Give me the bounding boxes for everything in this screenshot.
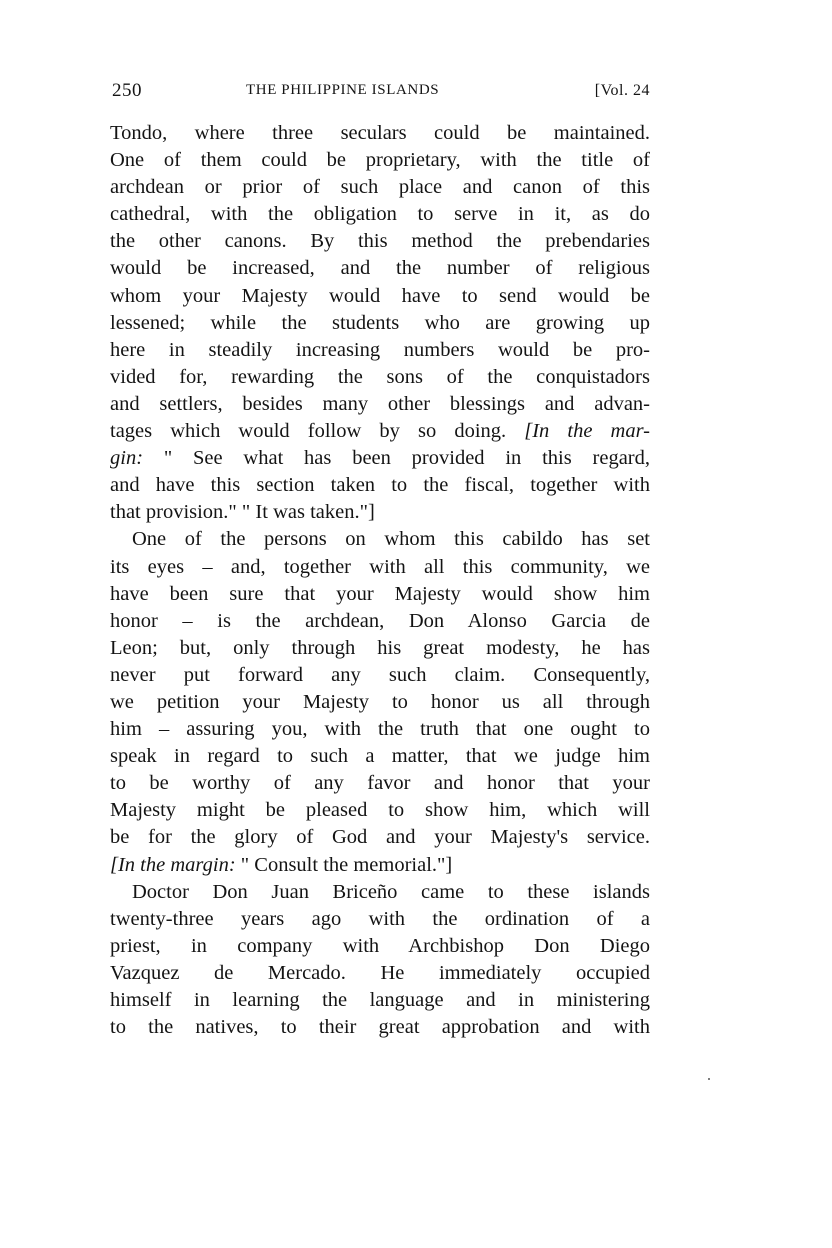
page-number: 250 — [112, 80, 142, 101]
margin-note-quote: " Consult the memorial."] — [240, 853, 453, 876]
text-line: have been sure that your Majesty would show him — [110, 582, 650, 605]
text-line: to be worthy of any favor and honor that your — [110, 772, 650, 795]
text-line: would be increased, and the number of religious — [110, 257, 650, 280]
text-line: Leon; but, only through his great modesty, he has — [110, 636, 650, 659]
text-line: twenty-three years ago with the ordination of a — [110, 907, 650, 930]
text-line: to the natives, to their great approbation and with — [110, 1016, 650, 1039]
text-line: One of them could be proprietary, with the title of — [110, 149, 650, 172]
text-segment: tages which would follow by so doing. — [110, 420, 507, 443]
text-line: him – assuring you, with the truth that one ought to — [110, 718, 650, 741]
text-line: lessened; while the students who are growing up — [110, 311, 650, 334]
text-line: be for the glory of God and your Majesty's service. — [110, 826, 650, 849]
margin-note-label: gin: — [110, 447, 144, 470]
text-line: its eyes – and, together with all this community, we — [110, 555, 650, 578]
text-line: that provision." " It was taken."] — [110, 501, 375, 524]
text-line: himself in learning the language and in ministering — [110, 989, 650, 1011]
text-line: Vazquez de Mercado. He immediately occupied — [110, 961, 650, 984]
text-line: honor – is the archdean, Don Alonso Garcia de — [110, 609, 650, 632]
text-line-with-margin-note — [110, 852, 650, 879]
paragraph-start-line: One of the persons on whom this cabildo has set — [132, 528, 650, 551]
text-line: we petition your Majesty to honor us all through — [110, 690, 650, 713]
margin-note-quote: " See what has been provided in this regard, — [163, 447, 650, 470]
text-line: the other canons. By this method the prebendaries — [110, 230, 650, 253]
text-line: speak in regard to such a matter, that we judge him — [110, 745, 650, 768]
text-line: whom your Majesty would have to send would be — [110, 284, 650, 307]
text-line-with-margin-note — [110, 445, 650, 472]
volume-label: [Vol. 24 — [594, 82, 650, 99]
text-line-with-margin-note — [110, 418, 650, 445]
text-line: and have this section taken to the fiscal, together with — [110, 474, 650, 497]
margin-note-open: [In the margin: — [110, 853, 236, 876]
margin-note-open: [In the mar- — [524, 420, 650, 443]
text-line: archdean or prior of such place and canon of this — [110, 176, 650, 199]
running-title: THE PHILIPPINE ISLANDS — [246, 82, 440, 98]
text-line: Majesty might be pleased to show him, which will — [110, 799, 650, 822]
text-line: priest, in company with Archbishop Don Diego — [110, 934, 650, 957]
text-line: Tondo, where three seculars could be maintained. — [110, 122, 650, 144]
text-line: here in steadily increasing numbers would be pro- — [110, 338, 650, 361]
text-line: and settlers, besides many other blessings and advan- — [110, 392, 650, 415]
text-line: never put forward any such claim. Consequently, — [110, 663, 650, 686]
text-line: vided for, rewarding the sons of the conquistadors — [110, 365, 650, 388]
page-body — [110, 120, 650, 1041]
scan-speck — [708, 1078, 710, 1080]
text-line: cathedral, with the obligation to serve in it, as do — [110, 203, 650, 226]
paragraph-start-line: Doctor Don Juan Briceño came to these islands — [132, 880, 650, 903]
running-header — [112, 80, 652, 102]
